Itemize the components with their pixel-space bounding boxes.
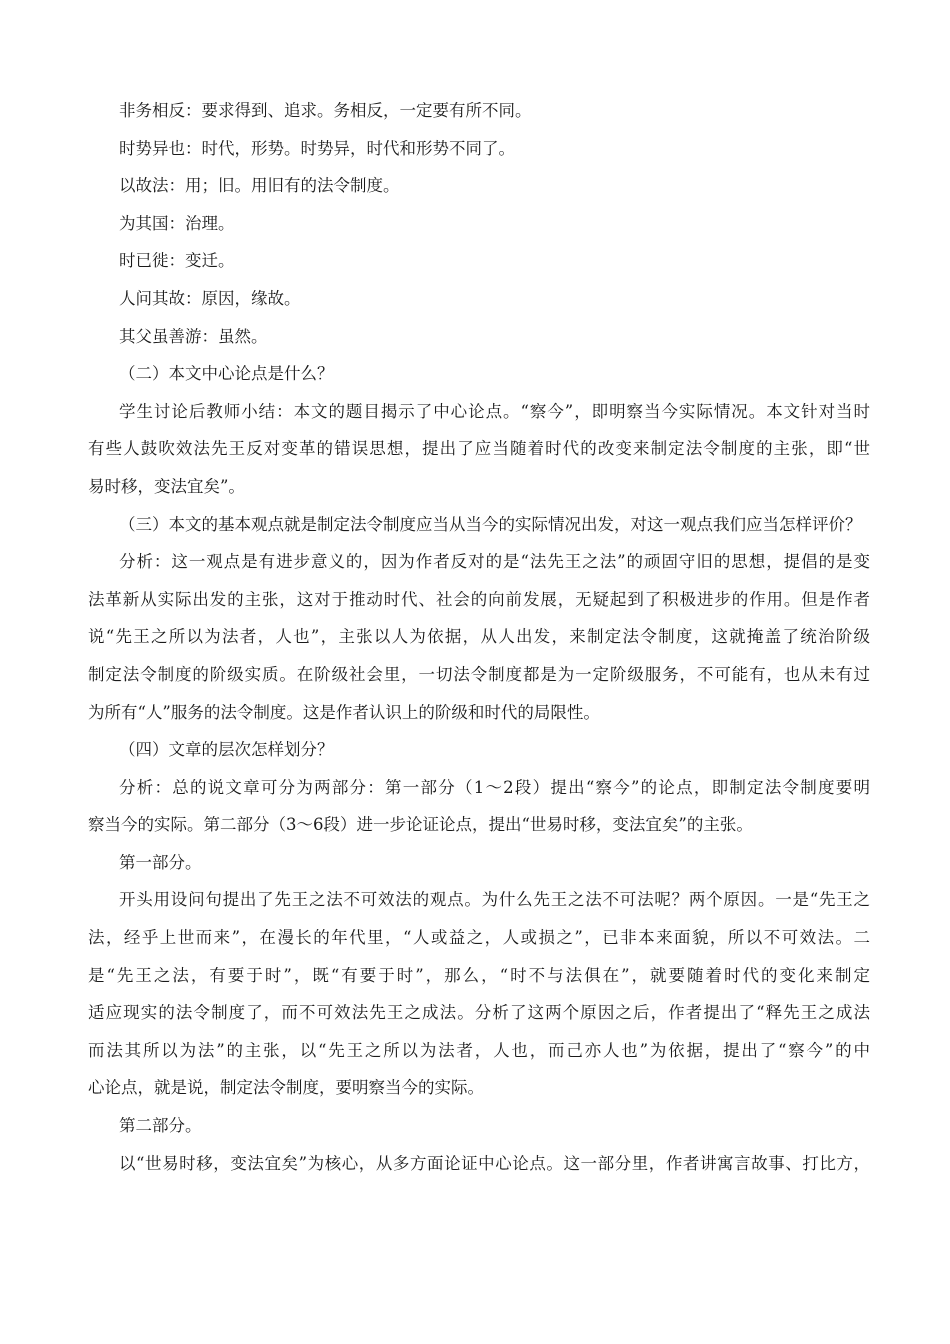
paragraph-line: 时已徙：变迁。 [119, 251, 235, 271]
paragraph-line: 学生讨论后教师小结：本文的题目揭示了中心论点。“察今”，即明察当今实际情况。本文针对当时 [119, 401, 870, 421]
paragraph-line: 而法其所以为法”的主张，以“先王之所以为法者，人也，而己亦人也”为依据，提出了“察今”的中 [88, 1040, 870, 1060]
paragraph-line: 以故法：用；旧。用旧有的法令制度。 [119, 176, 400, 196]
paragraph-line: 分析：这一观点是有进步意义的，因为作者反对的是“法先王之法”的顽固守旧的思想，提倡的是变 [119, 552, 870, 572]
paragraph-line: 为所有“人”服务的法令制度。这是作者认识上的阶级和时代的局限性。 [88, 702, 600, 722]
paragraph-line: 开头用设问句提出了先王之法不可效法的观点。为什么先王之法不可法呢？两个原因。一是“先王之 [119, 890, 870, 910]
section-heading: （三）本文的基本观点就是制定法令制度应当从当今的实际情况出发，对这一观点我们应当怎样评价？ [119, 514, 862, 534]
section-heading: （二）本文中心论点是什么？ [119, 364, 334, 384]
paragraph-line: 易时移，变法宜矣”。 [88, 476, 245, 496]
document-body [88, 92, 870, 1182]
paragraph-line: 有些人鼓吹效法先王反对变革的错误思想，提出了应当随着时代的改变来制定法令制度的主张，即“世 [88, 439, 870, 459]
subsection-label: 第二部分。 [119, 1116, 202, 1136]
paragraph-line: 为其国：治理。 [119, 213, 235, 233]
paragraph-line: 人问其故：原因，缘故。 [119, 288, 301, 308]
paragraph-line: 察当今的实际。第二部分（3～6段）进一步论证论点，提出“世易时移，变法宜矣”的主张。 [88, 815, 753, 835]
paragraph-line: 时势异也：时代，形势。时势异，时代和形势不同了。 [119, 138, 515, 158]
paragraph-line: 法，经乎上世而来”，在漫长的年代里，“人或益之，人或损之”，已非本来面貌，所以不可效法。二 [88, 928, 870, 948]
section-heading: （四）文章的层次怎样划分？ [119, 740, 334, 760]
subsection-label: 第一部分。 [119, 852, 202, 872]
paragraph-line: 非务相反：要求得到、追求。务相反，一定要有所不同。 [119, 101, 532, 120]
paragraph-line: 适应现实的法令制度了，而不可效法先王之成法。分析了这两个原因之后，作者提出了“释先王之成法 [88, 1003, 870, 1023]
paragraph-line: 是“先王之法，有要于时”，既“有要于时”，那么，“时不与法俱在”，就要随着时代的变化来制定 [88, 965, 870, 985]
paragraph-line: 以“世易时移，变法宜矣”为核心，从多方面论证中心论点。这一部分里，作者讲寓言故事、打比方， [119, 1153, 870, 1173]
paragraph-line: 心论点，就是说，制定法令制度，要明察当今的实际。 [88, 1078, 484, 1098]
paragraph-line: 制定法令制度的阶级实质。在阶级社会里，一切法令制度都是为一定阶级服务，不可能有，也从未有过 [88, 664, 870, 684]
paragraph-line: 法革新从实际出发的主张，这对于推动时代、社会的向前发展，无疑起到了积极进步的作用。但是作者 [88, 589, 870, 609]
paragraph-line: 其父虽善游：虽然。 [119, 326, 268, 346]
paragraph-line: 说“先王之所以为法者，人也”，主张以人为依据，从人出发，来制定法令制度，这就掩盖了统治阶级 [88, 627, 870, 647]
paragraph-line: 分析：总的说文章可分为两部分：第一部分（1～2段）提出“察今”的论点，即制定法令制度要明 [119, 777, 870, 797]
